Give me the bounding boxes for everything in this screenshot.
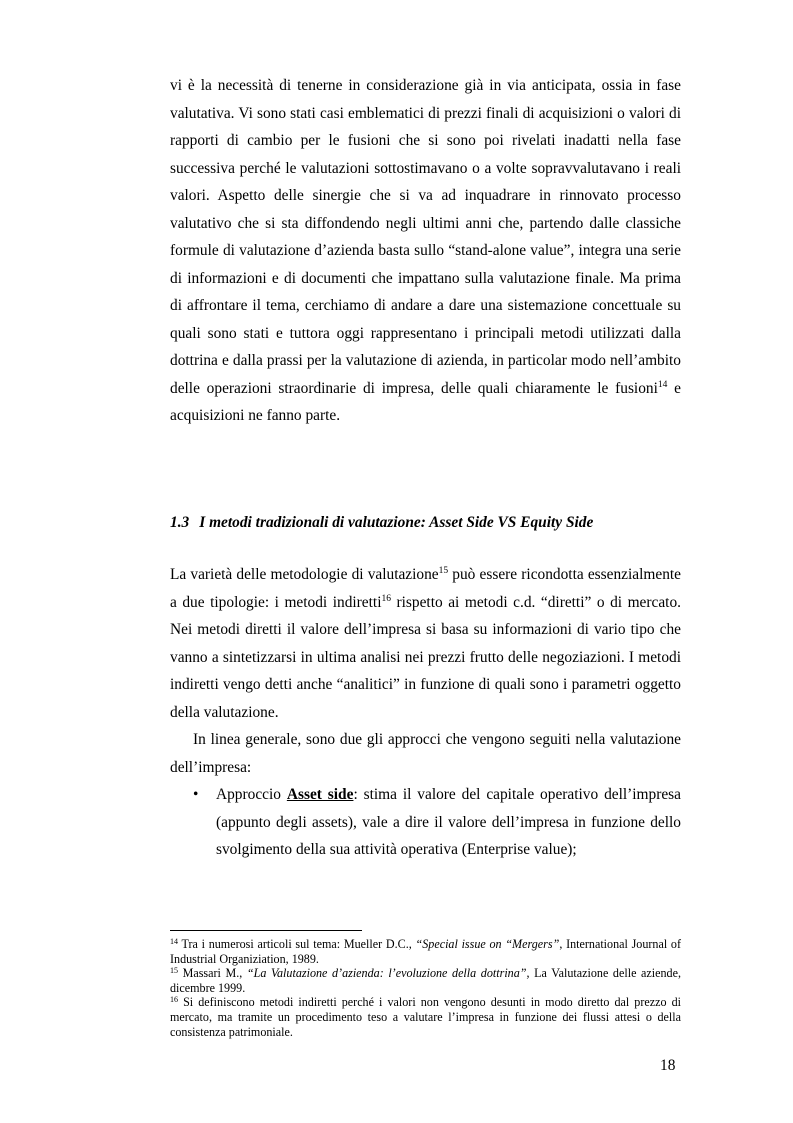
footnote-16: $^{16}$ Si definiscono metodi indiretti perché i valori non vengono desunti in modo diretto dal prezzo di mercato, ma tramite un procedimento teso a valutare l’impresa in funzione dei flussi attesi o della consistenza patrimoniale. bbox=[170, 995, 681, 1039]
term-asset-side: Asset side bbox=[286, 786, 354, 803]
footnote-14: $^{14}$ Tra i numerosi articoli sul tema: Mueller D.C., “Special issue on “Mergers”, International Journal of Industrial Organiziation, 1989. bbox=[170, 937, 682, 966]
paragraph-synergies bbox=[170, 72, 681, 430]
bullet-icon: • bbox=[193, 786, 199, 803]
footnotes bbox=[170, 937, 681, 1039]
footnote-divider bbox=[170, 930, 362, 931]
section-title: I metodi tradizionali di valutazione: Asset Side VS Equity Side bbox=[199, 514, 594, 531]
paragraph-text: vi è la necessità di tenerne in considerazione già in via anticipata, ossia in fase valutativa. Vi sono stati casi emblematici di prezzi finali di acquisizioni o valori di rapporti di cambio per le fusioni che si sono poi rivelati inadatti nella fase successiva perché le valutazioni sottostimavano o a volte sopravvalutavano i reali valori. Aspetto delle sinergie che si va ad inquadrare in rinnovato processo valutativo che si sta diffondendo negli ultimi anni che, partendo dalle classiche formule di valutazione d’azienda basta sullo “stand-alone value”, integra una serie di informazioni e di documenti che impattano sulla valutazione finale. Ma prima di affrontare il tema, cerchiamo di andare a dare una sistemazione concettuale su quali sono stati e tuttora oggi rappresentano i principali metodi utilizzati dalla dottrina e dalla prassi per la valutazione di azienda, in particolar modo nell’ambito delle operazioni straordinarie di impresa, delle quali chiaramente le fusioni bbox=[170, 77, 681, 397]
footnote-ref-14[interactable]: 14 bbox=[657, 379, 668, 390]
paragraph-approaches: In linea generale, sono due gli approcci che vengono seguiti nella valutazione dell’impresa: bbox=[170, 731, 681, 776]
paragraph-text-tail: e acquisizioni ne fanno parte. bbox=[170, 379, 681, 424]
list-item-asset-side: • Approccio Asset side: stima il valore del capitale operativo dell’impresa (appunto degli assets), vale a dire il valore dell’impresa in funzione dello svolgimento della sua attività operativa (Enterprise value); bbox=[170, 781, 681, 864]
page-number: 18 bbox=[660, 1057, 676, 1074]
section-number: 1.3 bbox=[170, 514, 190, 531]
footnote-ref-15[interactable]: 15 bbox=[438, 566, 449, 576]
footnote-15: $^{15}$ Massari M., “La Valutazione d’azienda: l’evoluzione della dottrina”, La Valutazione delle aziende, dicembre 1999. bbox=[170, 966, 681, 995]
section-heading bbox=[170, 511, 690, 535]
footnote-ref-16[interactable]: 16 bbox=[381, 593, 391, 604]
section-body bbox=[170, 561, 681, 864]
paragraph-methods: La varietà delle metodologie di valutazione$^{15}$ può essere ricondotta essenzialmente a due tipologie: i metodi indiretti$^{16}$ rispetto ai metodi c.d. “diretti” o di mercato. Nei metodi diretti il valore dell’impresa si basa su informazioni di vario tipo che vanno a sintetizzarsi in ultima analisi nei prezzi frutto delle negoziazioni. I metodi indiretti vengo detti anche “analitici” in funzione di quali sono i parametri oggetto della valutazione. bbox=[170, 566, 681, 721]
